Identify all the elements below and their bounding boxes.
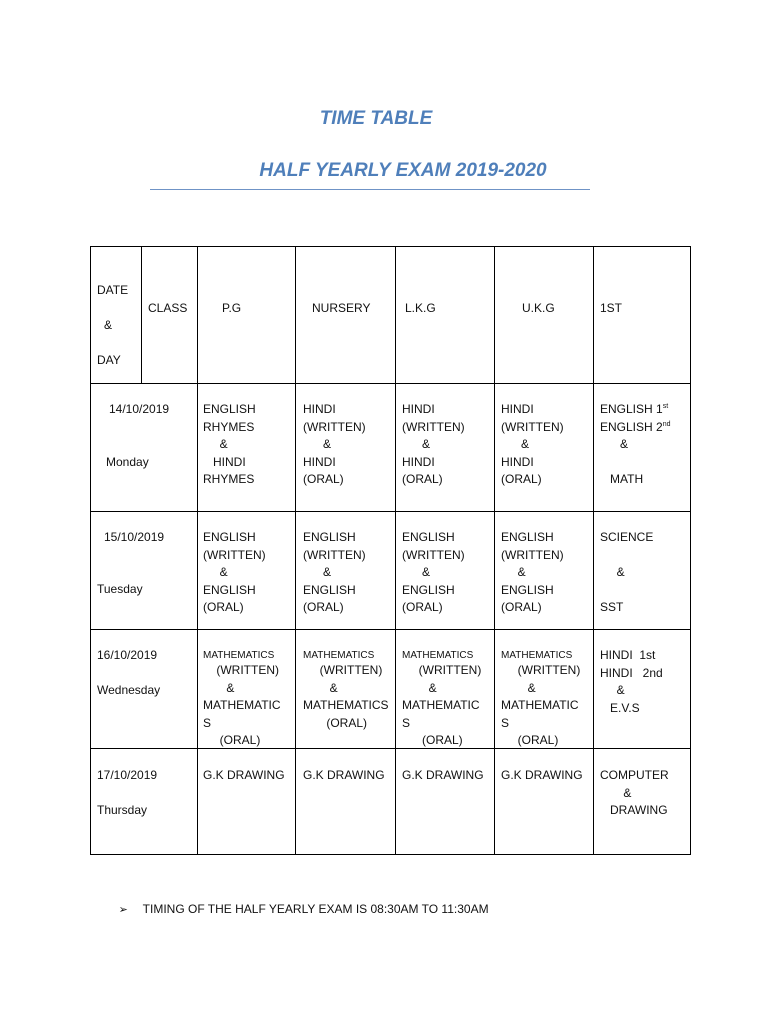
cell-lkg: G.K DRAWING <box>402 768 484 782</box>
title-underline <box>150 189 590 190</box>
cell-1st-line1: ENGLISH 1 <box>600 402 663 416</box>
row-date: 14/10/2019 <box>109 402 170 416</box>
cell-lkg-subject: MATHEMATICS <box>402 650 474 661</box>
cell-pg: G.K DRAWING <box>203 768 285 782</box>
divider <box>91 511 690 512</box>
cell-ukg: G.K DRAWING <box>501 768 583 782</box>
header-class: CLASS <box>148 301 188 315</box>
cell-ukg: (WRITTEN) & MATHEMATIC S (ORAL) <box>501 663 581 747</box>
cell-nursery: HINDI (WRITTEN) & HINDI (ORAL) <box>303 402 366 486</box>
exam-subtitle: HALF YEARLY EXAM 2019-2020 <box>259 160 547 181</box>
cell-ukg: ENGLISH (WRITTEN) & ENGLISH (ORAL) <box>501 530 564 614</box>
cell-pg: ENGLISH (WRITTEN) & ENGLISH (ORAL) <box>203 530 266 614</box>
cell-1st: SCIENCE & SST <box>600 530 654 614</box>
divider <box>395 247 396 854</box>
superscript: st <box>662 403 669 410</box>
divider <box>91 629 690 630</box>
cell-1st-line2: ENGLISH 2 <box>600 419 663 434</box>
cell-ukg: HINDI (WRITTEN) & HINDI (ORAL) <box>501 402 564 486</box>
divider <box>91 748 690 749</box>
divider <box>295 247 296 854</box>
cell-1st: COMPUTER & DRAWING <box>600 768 669 817</box>
divider <box>91 383 690 384</box>
page-title: TIME TABLE <box>319 108 433 129</box>
row-date: 15/10/2019 <box>104 530 165 544</box>
cell-1st: HINDI 1st HINDI 2nd & E.V.S <box>600 648 663 715</box>
cell-ukg-subject: MATHEMATICS <box>501 650 573 661</box>
header-nursery: NURSERY <box>312 301 371 315</box>
timing-note <box>112 888 489 916</box>
divider <box>593 247 594 854</box>
row-day: Wednesday <box>97 683 161 697</box>
cell-nursery: (WRITTEN) & MATHEMATICS (ORAL) <box>303 663 389 730</box>
row-day: Thursday <box>97 803 148 817</box>
cell-nursery: G.K DRAWING <box>303 768 385 782</box>
header-ukg: U.K.G <box>522 301 555 315</box>
divider <box>141 247 142 383</box>
timing-note-text: TIMING OF THE HALF YEARLY EXAM IS 08:30AM TO 11:30AM <box>142 902 489 916</box>
row-date: 16/10/2019 <box>97 648 158 662</box>
header-ampersand: & <box>104 318 113 332</box>
cell-lkg: HINDI (WRITTEN) & HINDI (ORAL) <box>402 402 465 486</box>
timetable <box>90 246 691 855</box>
header-1st: 1ST <box>600 301 623 315</box>
cell-pg-subject: MATHEMATICS <box>203 650 275 661</box>
cell-1st <box>600 401 671 489</box>
cell-nursery-subject: MATHEMATICS <box>303 650 375 661</box>
cell-lkg: (WRITTEN) & MATHEMATIC S (ORAL) <box>402 663 482 747</box>
cell-nursery: ENGLISH (WRITTEN) & ENGLISH (ORAL) <box>303 530 366 614</box>
row-day: Monday <box>106 455 149 469</box>
superscript: nd <box>662 420 671 428</box>
cell-pg: (WRITTEN) & MATHEMATIC S (ORAL) <box>203 663 281 747</box>
header-pg: P.G <box>222 301 242 315</box>
header-date: DATE <box>97 283 129 297</box>
arrow-bullet-icon: ➢ <box>118 904 128 916</box>
row-day: Tuesday <box>97 582 143 596</box>
divider <box>197 247 198 854</box>
divider <box>494 247 495 854</box>
cell-1st-rest: & MATH <box>610 437 644 486</box>
cell-lkg: ENGLISH (WRITTEN) & ENGLISH (ORAL) <box>402 530 465 614</box>
header-lkg: L.K.G <box>405 301 436 315</box>
header-day: DAY <box>97 353 121 367</box>
cell-pg: ENGLISH RHYMES & HINDI RHYMES <box>203 402 256 486</box>
row-date: 17/10/2019 <box>97 768 158 782</box>
